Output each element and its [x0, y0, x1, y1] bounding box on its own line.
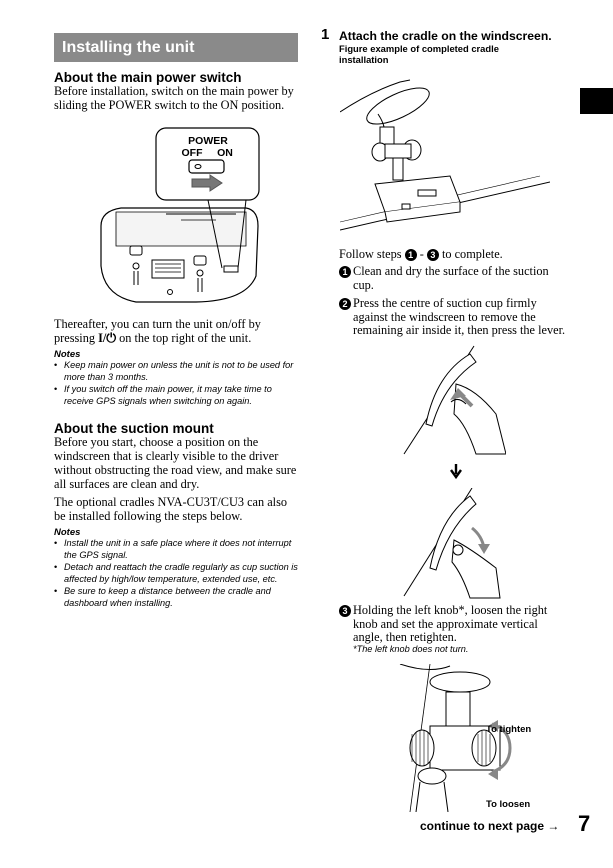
follow-steps-a: Follow steps [339, 247, 402, 261]
power-notes-list [54, 360, 299, 407]
follow-steps-b: to complete. [441, 247, 503, 261]
step-circle-1: 1 [405, 249, 417, 261]
step-item-3 [339, 604, 569, 645]
continue-text: continue to next page [420, 819, 545, 833]
step-item-number: 3 [339, 605, 351, 617]
suction-notes-list [54, 538, 299, 609]
illus-off-label: OFF [181, 147, 203, 159]
note-item: • Detach and reattach the cradle regularly as cup suction is affected by high/low temperature, extended use, etc. [54, 562, 299, 585]
power-switch-intro: Before installation, switch on the main power by sliding the POWER switch to the ON position. [54, 84, 294, 112]
power-notes-title: Notes [54, 349, 81, 360]
suction-lever-illustration [400, 488, 506, 600]
continue-arrow-icon: → [547, 819, 560, 833]
power-after-line2 [54, 331, 299, 345]
completed-cradle-illustration [340, 72, 550, 232]
step-subtitle: Figure example of completed cradle installation [339, 43, 499, 65]
to-loosen-label: To loosen [486, 799, 531, 810]
step-number: 1 [321, 26, 330, 43]
suction-mount-heading: About the suction mount [54, 421, 214, 436]
note-item: • Keep main power on unless the unit is not to be used for more than 3 months. [54, 360, 299, 383]
step-item-number: 1 [339, 266, 351, 278]
section-title-bar [54, 33, 298, 62]
follow-steps [339, 247, 503, 261]
section-title: Installing the unit [62, 39, 195, 56]
note-item: • If you switch off the main power, it may take time to receive GPS signals when switching on again. [54, 384, 299, 407]
step-item-text: Holding the left knob*, loosen the right knob and set the approximate vertical angle, then retighten. [353, 603, 548, 644]
power-after-text [54, 317, 299, 345]
suction-notes [54, 527, 299, 610]
suction-press-illustration [396, 344, 506, 456]
note-item: • Install the unit in a safe place where it does not interrupt the GPS signal. [54, 538, 299, 561]
down-arrow-icon [449, 464, 463, 480]
illus-on-label: ON [217, 147, 233, 159]
power-after-line2-a: pressing [54, 331, 95, 345]
suction-para1: Before you start, choose a position on the windscreen that is clearly visible to the driver without obstructing the road view, and make sure all surfaces are clean and dry. [54, 435, 297, 491]
page-number: 7 [578, 811, 591, 836]
step-item-text: Clean and dry the surface of the suction cup. [353, 264, 549, 292]
chapter-tab [580, 88, 613, 114]
knob-adjust-illustration [380, 664, 540, 812]
step-item-2 [339, 297, 574, 338]
illus-power-label: POWER [188, 135, 228, 147]
power-after-line2-b: on the top right of the unit. [119, 331, 252, 345]
step-title: Attach the cradle on the windscreen. [339, 29, 552, 43]
step-item-1 [339, 265, 564, 292]
step-circle-3: 3 [427, 249, 439, 261]
to-tighten-label: To tighten [486, 724, 532, 735]
note-item: • Be sure to keep a distance between the cradle and dashboard when installing. [54, 586, 299, 609]
suction-notes-title: Notes [54, 527, 81, 538]
step-item-number: 2 [339, 298, 351, 310]
follow-dash: - [419, 247, 424, 261]
step-item-text: Press the centre of suction cup firmly against the windscreen to remove the remaining air inside it, then press the lever. [353, 296, 566, 337]
footnote: *The left knob does not turn. [353, 644, 469, 654]
power-notes [54, 349, 299, 408]
power-symbol: I/⏻ [98, 331, 117, 345]
suction-para2: The optional cradles NVA-CU3T/CU3 can also be installed following the steps below. [54, 495, 288, 523]
power-switch-illustration [96, 126, 266, 306]
power-after-line1: Thereafter, you can turn the unit on/off by [54, 317, 261, 331]
continue-indicator [420, 819, 559, 833]
power-switch-heading: About the main power switch [54, 70, 242, 85]
